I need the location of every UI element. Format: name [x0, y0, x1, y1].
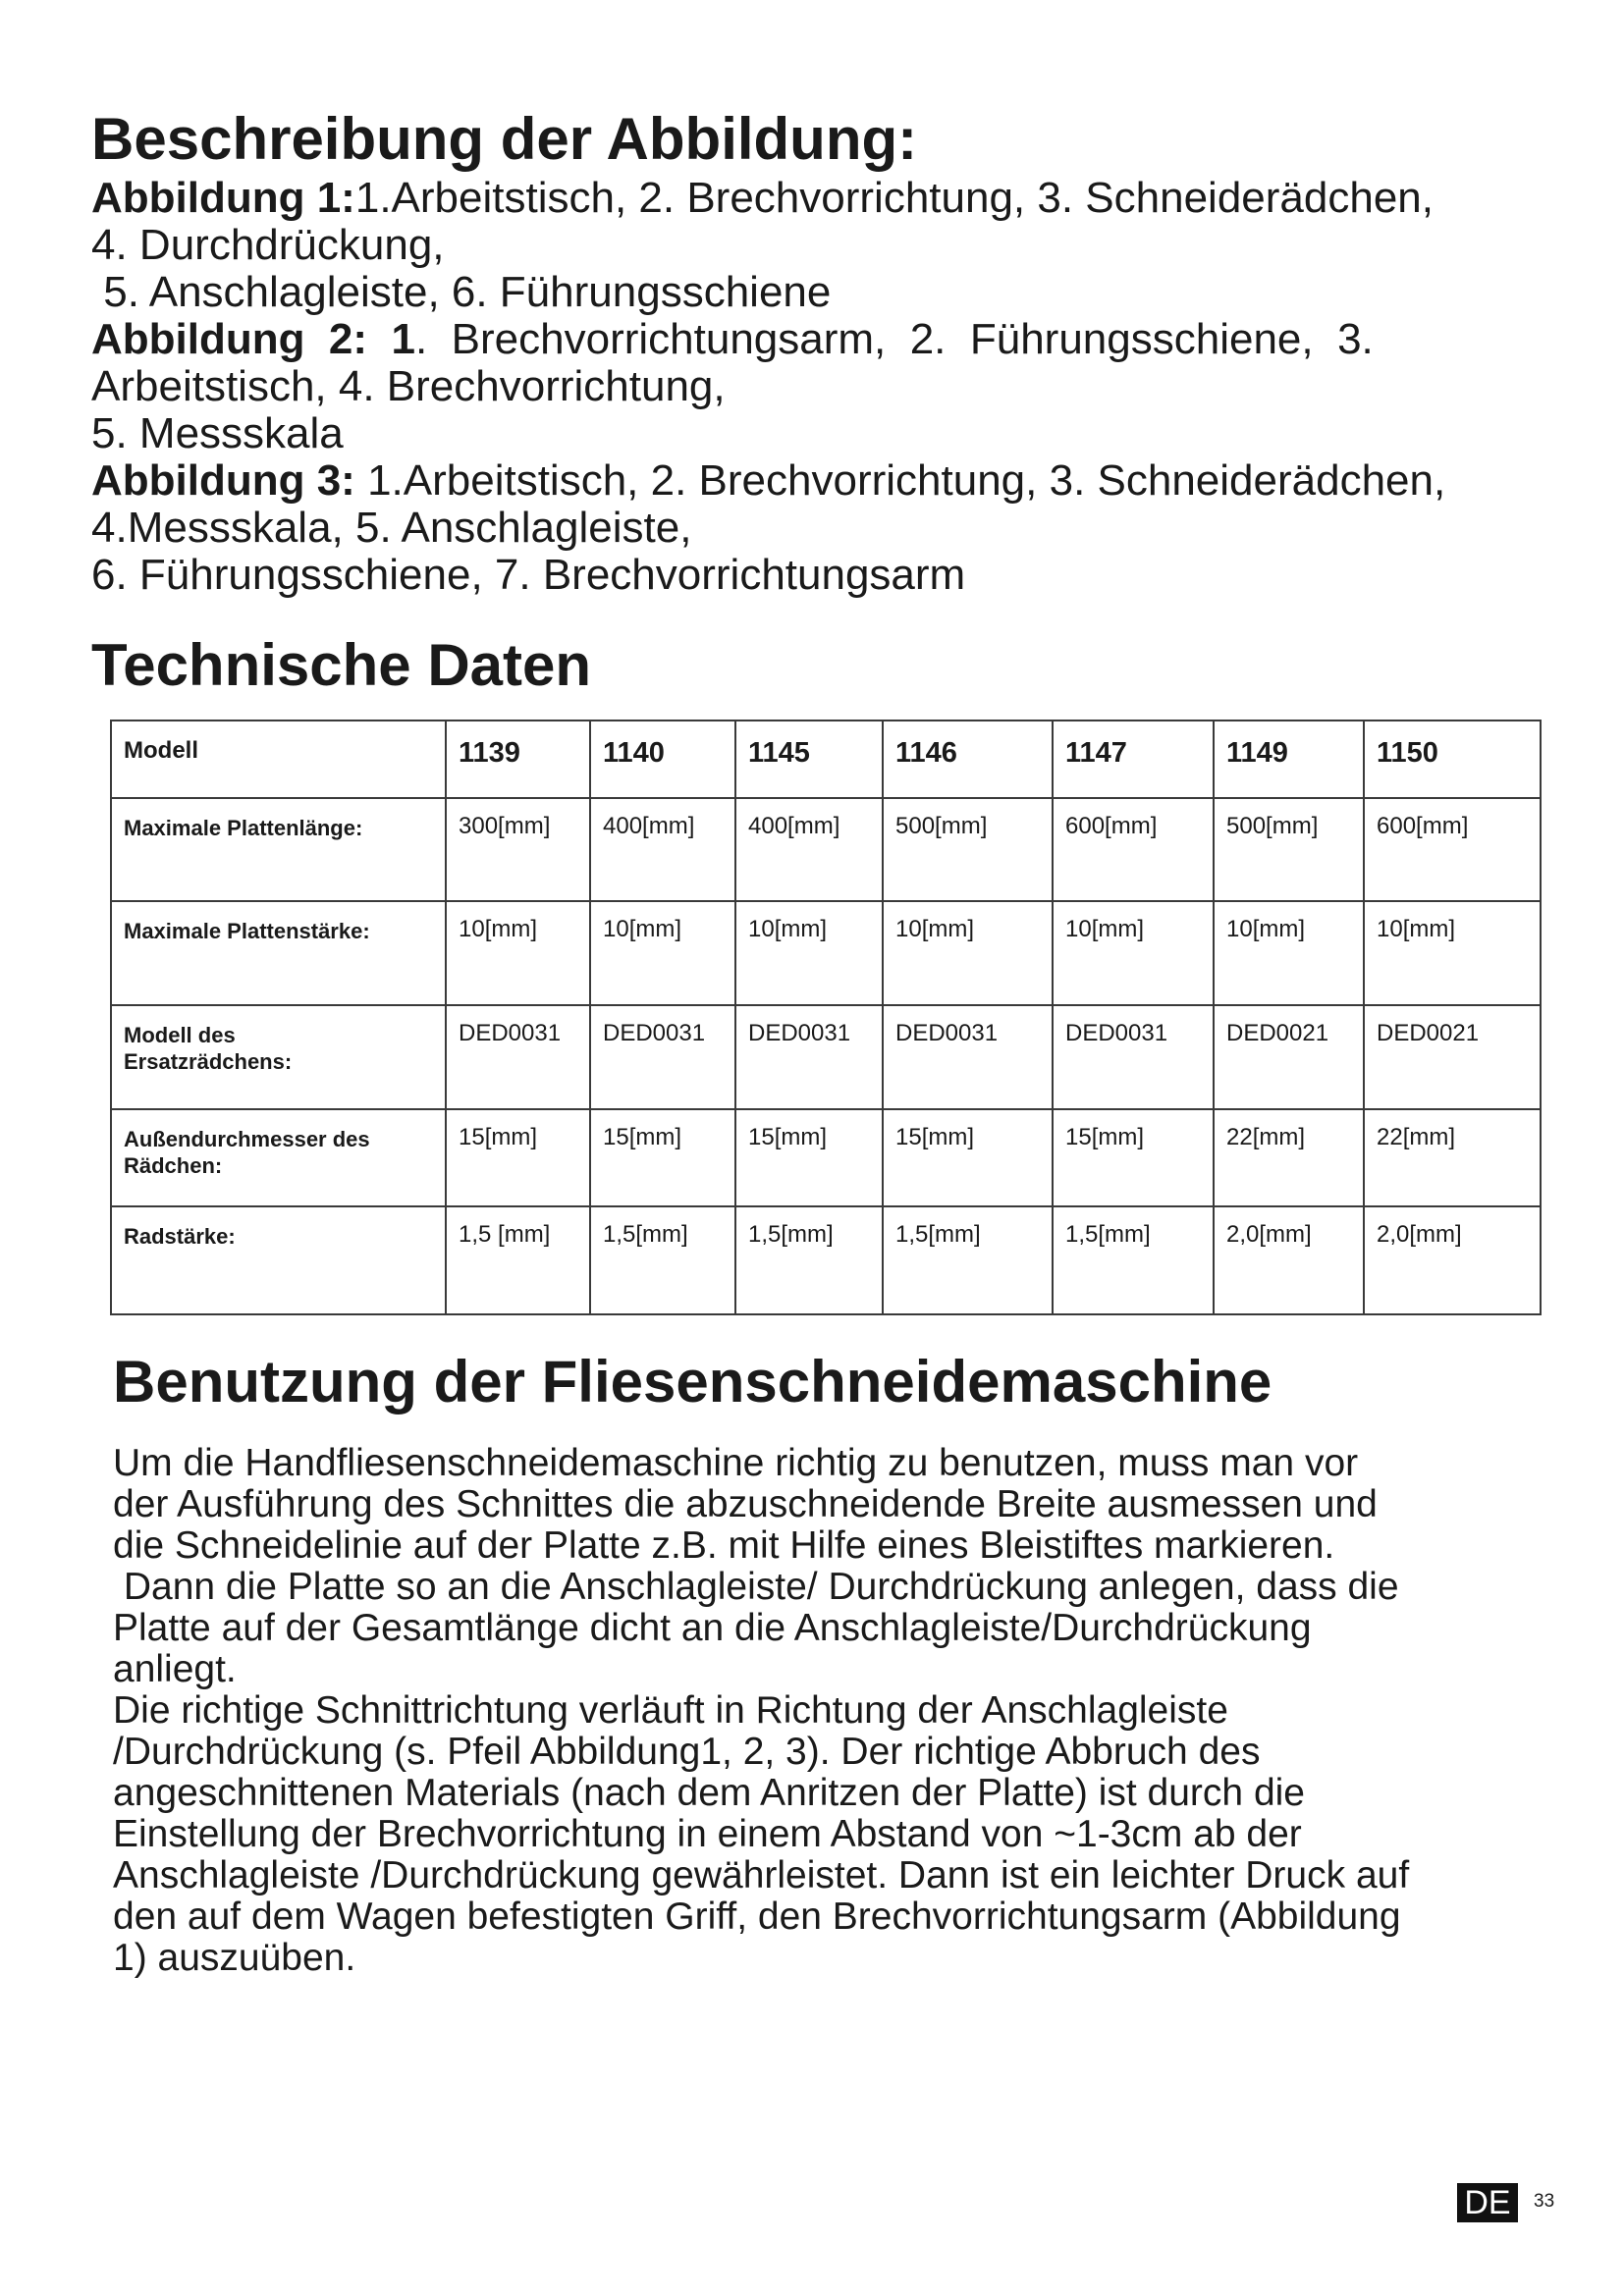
header-label-cell: Modell	[111, 721, 446, 798]
figure-1-label: Abbildung 1:	[91, 174, 355, 222]
figure-2-label: Abbildung 2: 1	[91, 315, 415, 363]
value-cell: 500[mm]	[1214, 798, 1364, 901]
figure-2-line-3: 5. Messskala	[91, 409, 344, 457]
row-label-line: Rädchen:	[124, 1153, 223, 1178]
usage-line: Anschlagleiste /Durchdrückung gewährleistet. Dann ist ein leichter Druck auf	[113, 1854, 1410, 1896]
usage-paragraph	[113, 1443, 1586, 1979]
model-cell: 1140	[590, 721, 735, 798]
value-cell: DED0031	[590, 1005, 735, 1109]
figure-3-text: 1.Arbeitstisch, 2. Brechvorrichtung, 3. Schneiderädchen,	[354, 456, 1446, 505]
value-cell: DED0021	[1214, 1005, 1364, 1109]
value-cell: 15[mm]	[883, 1109, 1053, 1206]
value-cell: 22[mm]	[1364, 1109, 1541, 1206]
figure-descriptions	[91, 175, 1584, 599]
value-cell: DED0031	[446, 1005, 590, 1109]
value-cell: DED0031	[883, 1005, 1053, 1109]
usage-line: angeschnittenen Materials (nach dem Anritzen der Platte) ist durch die	[113, 1772, 1305, 1814]
figure-2-line-2: Arbeitstisch, 4. Brechvorrichtung,	[91, 362, 726, 410]
model-cell: 1150	[1364, 721, 1541, 798]
value-cell: 1,5[mm]	[1053, 1206, 1214, 1314]
value-cell: 1,5[mm]	[590, 1206, 735, 1314]
model-cell: 1139	[446, 721, 590, 798]
row-label-line: Ersatzrädchens:	[124, 1049, 293, 1074]
table-header-row	[111, 721, 1541, 798]
table-row	[111, 1206, 1541, 1314]
usage-line: die Schneidelinie auf der Platte z.B. mit Hilfe eines Bleistiftes markieren.	[113, 1524, 1335, 1567]
value-cell: 15[mm]	[1053, 1109, 1214, 1206]
table-row	[111, 901, 1541, 1005]
value-cell: 15[mm]	[590, 1109, 735, 1206]
value-cell: DED0021	[1364, 1005, 1541, 1109]
usage-line: /Durchdrückung (s. Pfeil Abbildung1, 2, 3). Der richtige Abbruch des	[113, 1731, 1261, 1773]
value-cell: 1,5[mm]	[883, 1206, 1053, 1314]
usage-line: Die richtige Schnittrichtung verläuft in Richtung der Anschlagleiste	[113, 1689, 1228, 1732]
value-cell: 10[mm]	[735, 901, 883, 1005]
usage-line: Dann die Platte so an die Anschlagleiste/ Durchdrückung anlegen, dass die	[113, 1566, 1399, 1608]
value-cell: 2,0[mm]	[1364, 1206, 1541, 1314]
usage-line: den auf dem Wagen befestigten Griff, den Brechvorrichtungsarm (Abbildung	[113, 1896, 1401, 1938]
row-label-cell: Maximale Plattenlänge:	[111, 798, 446, 901]
figure-2-text: . Brechvorrichtungsarm, 2. Führungsschiene, 3.	[414, 315, 1374, 363]
section-title-description: Beschreibung der Abbildung:	[91, 106, 918, 172]
page-number: 33	[1534, 2191, 1555, 2212]
usage-line: anliegt.	[113, 1648, 237, 1690]
figure-3-label: Abbildung 3:	[91, 456, 355, 505]
row-label-cell: Radstärke:	[111, 1206, 446, 1314]
table-row	[111, 1109, 1541, 1206]
figure-2-line-1	[91, 316, 1584, 363]
row-label-cell	[111, 1005, 446, 1109]
value-cell: 10[mm]	[446, 901, 590, 1005]
value-cell: 10[mm]	[1053, 901, 1214, 1005]
model-cell: 1149	[1214, 721, 1364, 798]
figure-1-line-1	[91, 175, 1584, 222]
value-cell: 600[mm]	[1053, 798, 1214, 901]
figure-1-text: 1.Arbeitstisch, 2. Brechvorrichtung, 3. Schneiderädchen,	[354, 174, 1434, 222]
value-cell: 400[mm]	[590, 798, 735, 901]
figure-3-line-2: 4.Messskala, 5. Anschlagleiste,	[91, 504, 692, 552]
spec-table	[110, 720, 1542, 1315]
usage-line: Einstellung der Brechvorrichtung in einem Abstand von ~1-3cm ab der	[113, 1813, 1302, 1855]
value-cell: 600[mm]	[1364, 798, 1541, 901]
model-cell: 1147	[1053, 721, 1214, 798]
row-label-cell: Maximale Plattenstärke:	[111, 901, 446, 1005]
value-cell: 10[mm]	[1364, 901, 1541, 1005]
value-cell: 2,0[mm]	[1214, 1206, 1364, 1314]
value-cell: 500[mm]	[883, 798, 1053, 901]
value-cell: 10[mm]	[1214, 901, 1364, 1005]
row-label-line: Modell des	[124, 1023, 236, 1047]
model-cell: 1145	[735, 721, 883, 798]
value-cell: 10[mm]	[883, 901, 1053, 1005]
figure-3-line-3: 6. Führungsschiene, 7. Brechvorrichtungsarm	[91, 551, 966, 599]
figure-1-line-2: 4. Durchdrückung,	[91, 221, 445, 269]
usage-line: Platte auf der Gesamtlänge dicht an die Anschlagleiste/Durchdrückung	[113, 1607, 1312, 1649]
language-badge: DE	[1457, 2183, 1518, 2222]
value-cell: 22[mm]	[1214, 1109, 1364, 1206]
row-label-cell	[111, 1109, 446, 1206]
usage-line: 1) auszuüben.	[113, 1937, 356, 1979]
model-cell: 1146	[883, 721, 1053, 798]
table-row	[111, 1005, 1541, 1109]
value-cell: 400[mm]	[735, 798, 883, 901]
value-cell: 15[mm]	[446, 1109, 590, 1206]
value-cell: 300[mm]	[446, 798, 590, 901]
section-title-specs: Technische Daten	[91, 632, 592, 698]
figure-3-line-1	[91, 457, 1584, 505]
figure-1-line-3: 5. Anschlagleiste, 6. Führungsschiene	[91, 268, 832, 316]
value-cell: 1,5 [mm]	[446, 1206, 590, 1314]
usage-line: Um die Handfliesenschneidemaschine richtig zu benutzen, muss man vor	[113, 1442, 1359, 1484]
row-label-line: Außendurchmesser des	[124, 1127, 370, 1151]
value-cell: 1,5[mm]	[735, 1206, 883, 1314]
value-cell: DED0031	[735, 1005, 883, 1109]
value-cell: 10[mm]	[590, 901, 735, 1005]
value-cell: DED0031	[1053, 1005, 1214, 1109]
section-title-usage: Benutzung der Fliesenschneidemaschine	[113, 1349, 1272, 1415]
table-row	[111, 798, 1541, 901]
value-cell: 15[mm]	[735, 1109, 883, 1206]
usage-line: der Ausführung des Schnittes die abzuschneidende Breite ausmessen und	[113, 1483, 1378, 1525]
